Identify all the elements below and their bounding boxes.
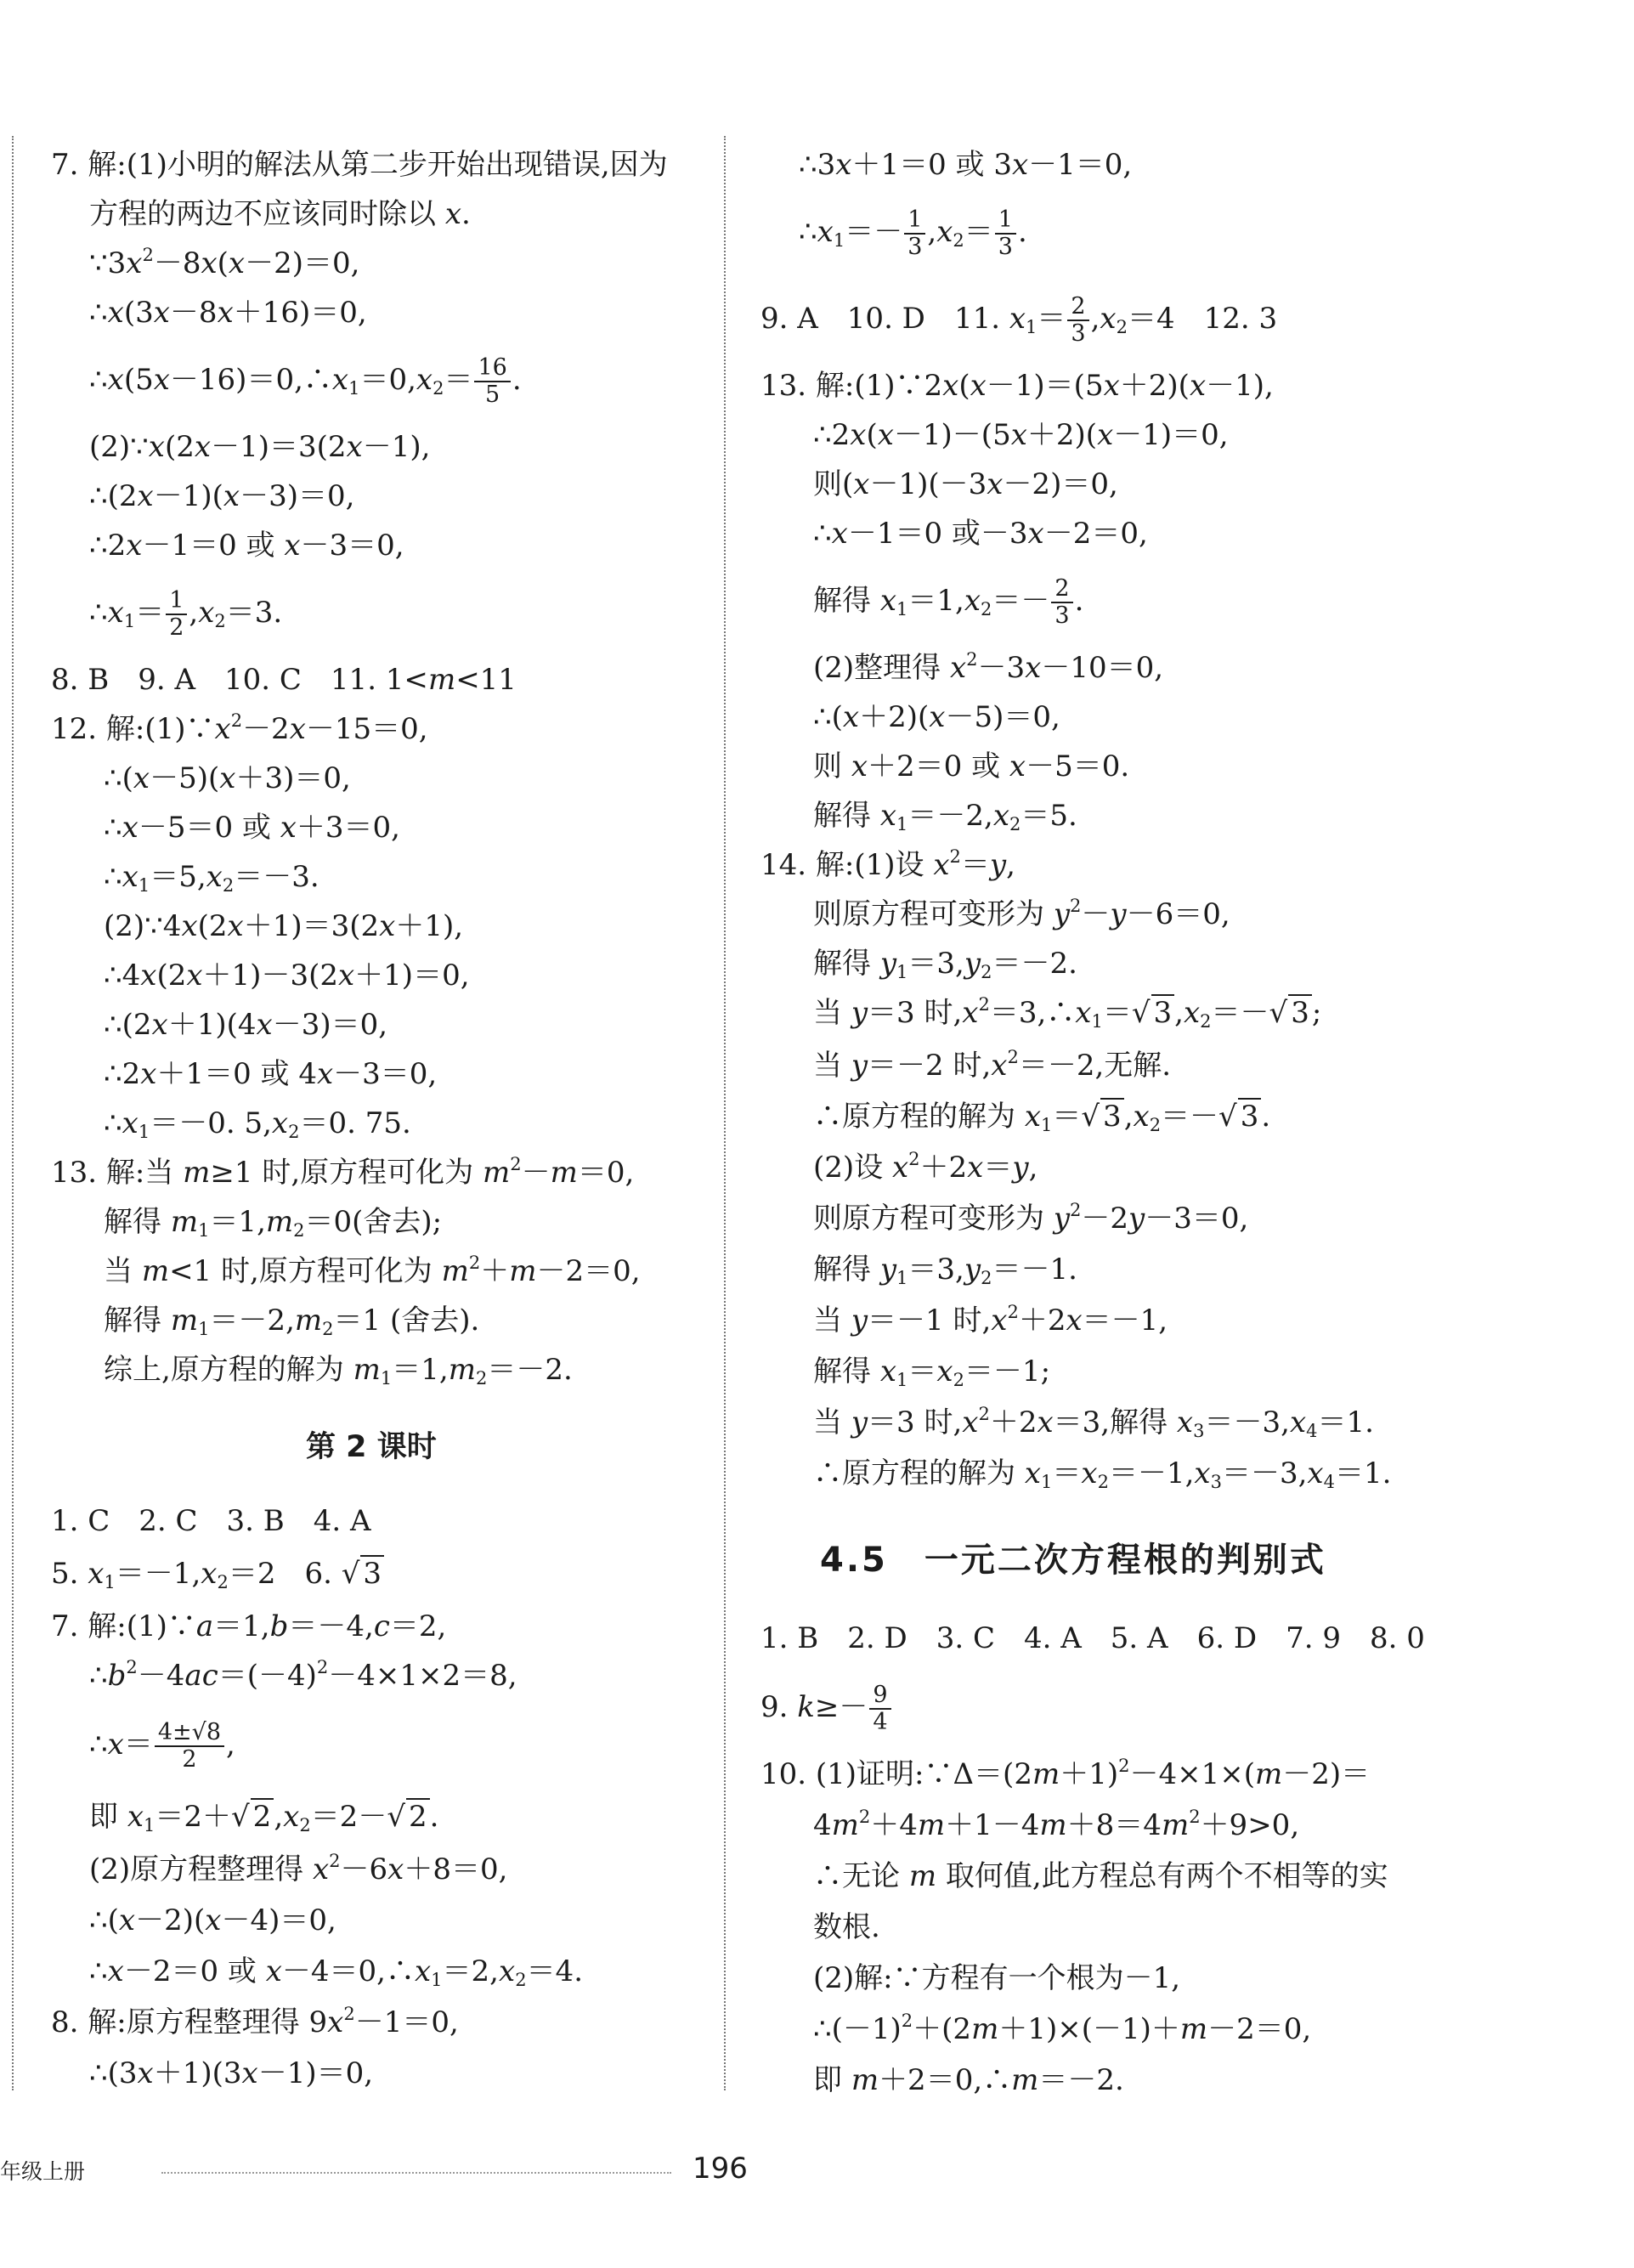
answer-line: ∴原方程的解为 $x_1=x_2=-1,x_3=-3,x_4=1$.: [813, 1456, 1392, 1492]
answer-line: ∴2x－1＝0 或 x－3＝0,: [89, 529, 404, 563]
answer-line: (2)解:∵方程有一个根为－1,: [813, 1961, 1181, 1995]
answer-line: $4m^2+4m+1-4m+8=4m^2+9>0$,: [813, 1807, 1300, 1842]
answer-line: 解得 $y_1=3,y_2=-2$.: [813, 947, 1077, 982]
answer-line: 10. (1)证明$:\because\Delta=(2m+1)^2-4\times 1\times(m-2)=$: [760, 1756, 1371, 1791]
answer-line: 解得 $x_1=1,x_2=-$ $\frac{2}{3}$ .: [813, 575, 1084, 629]
answer-line: (2)∵x(2x－1)＝3(2x－1),: [89, 430, 431, 464]
answer-line: 当 y＝－2 时$,x^2=-2$,无解.: [813, 1047, 1172, 1083]
answer-line: ∴x＝ $\frac{4\pm√8}{2}$ ,: [89, 1719, 235, 1773]
answer-line: 9. A 10. D 11. $x_1=$ $\frac{2}{3}$ $,x_2=4$ 12. 3: [760, 293, 1278, 347]
answer-line: 8. B 9. A 10. C 11. 1<m<11: [51, 663, 517, 697]
answer-line: ∴(x＋2)(x－5)＝0,: [813, 700, 1060, 734]
answer-line: 则原方程可变形为 $y^2-2y-3=0$,: [813, 1200, 1249, 1236]
answer-line: $\therefore x(5x-16)=0,\therefore x_1=0,x_2=$ $\frac{16}{5}$ .: [89, 354, 522, 408]
answer-line: 8. 解:原方程整理得 $9x^2-1=0$,: [51, 2004, 459, 2039]
answer-line: ∴(3x＋1)(3x－1)＝0,: [89, 2056, 374, 2090]
answer-line: 即 $x_1=2+√$ $2,x_2=2-√$ 2.: [89, 1800, 439, 1835]
answer-line: $\therefore x_1=-0$. $5,x_2=0$. 75.: [104, 1106, 411, 1142]
answer-line: $\therefore b^2-4ac=(-4)^2-4\times 1\times 2=8$,: [89, 1657, 517, 1693]
answer-line: $\therefore x_1=-$ $\frac{1}{3}$ $,x_2=$ $\frac{1}{3}$ .: [799, 206, 1027, 260]
answer-line: ∴2x＋1＝0 或 4x－3＝0,: [104, 1057, 438, 1091]
left-cut-line: [12, 136, 14, 2090]
answer-line: $\therefore x_1=5,x_2=-3$.: [104, 860, 319, 896]
answer-line: (2)∵4x(2x＋1)＝3(2x＋1),: [104, 909, 464, 943]
answer-line: ∴x－5＝0 或 x＋3＝0,: [104, 811, 400, 845]
section-heading: 第 2 课时: [306, 1430, 437, 1464]
answer-line: ∴(x－2)(x－4)＝0,: [89, 1903, 336, 1937]
answer-line: 当 y＝3 时$,x^2=3,\therefore x_1=√$ $3,x_2=-√$ 3;: [813, 994, 1322, 1032]
answer-line: $\therefore(-1)^2+(2m+1)\times(-1)+m-2=0$,: [813, 2011, 1312, 2046]
answer-line: 则(x－1)(－3x－2)＝0,: [813, 467, 1118, 501]
answer-line: 解得 $y_1=3,y_2=-1$.: [813, 1253, 1077, 1288]
answer-line: ∴无论 m 取何值,此方程总有两个不相等的实: [813, 1859, 1388, 1893]
answer-line: 解得 $x_1=-2,x_2=5$.: [813, 799, 1077, 834]
answer-line: ∴原方程的解为 $x_1=√$ $3,x_2=-√$ 3.: [813, 1100, 1271, 1135]
answer-line: 方程的两边不应该同时除以 x.: [89, 197, 471, 231]
answer-line: 当 m<1 时,原方程可化为 $m^2+m-2=0$,: [104, 1253, 641, 1288]
answer-line: 当 y＝－1 时$,x^2+2x=-1$,: [813, 1302, 1168, 1338]
answer-line: 解得 $m_1=-2,m_2=1$ (舍去).: [104, 1304, 480, 1339]
answer-line: 7. 解:(1)小明的解法从第二步开始出现错误,因为: [51, 148, 668, 182]
answer-line: 13. 解:当 m≥1 时,原方程可化为 $m^2-m=0$,: [51, 1154, 635, 1190]
answer-line: ∴3x＋1＝0 或 3x－1＝0,: [799, 148, 1133, 182]
answer-line: 1. B 2. D 3. C 4. A 5. A 6. D 7. 9 8. 0: [760, 1621, 1425, 1655]
footer-grade: 年级上册: [0, 2159, 86, 2184]
answer-line: 12. 解$:(1)\because x^2-2x-15=0$,: [51, 710, 428, 746]
answer-line: 1. C 2. C 3. B 4. A: [51, 1504, 371, 1538]
answer-line: ∴2x(x－1)－(5x＋2)(x－1)＝0,: [813, 418, 1229, 452]
chapter-heading: 4.5 一元二次方程根的判别式: [820, 1541, 1326, 1580]
answer-line: ∴(2x＋1)(4x－3)＝0,: [104, 1008, 388, 1042]
answer-line: ∴x(3x－8x＋16)＝0,: [89, 296, 367, 330]
answer-line: 即 m＋2＝0,∴m＝－2.: [813, 2063, 1124, 2097]
answer-line: 数根.: [813, 1910, 880, 1944]
answer-line: ∴x－2＝0 或 $x-4=0,\therefore x_1=2,x_2=4$.: [89, 1954, 584, 1990]
answer-line: (2)原方程整理得 $x^2-6x+8=0$,: [89, 1851, 508, 1886]
page-number: 196: [693, 2152, 748, 2186]
answer-line: ∴x－1＝0 或－3x－2＝0,: [813, 517, 1148, 551]
answer-line: 7. 解:(1)∵a＝1,b＝－4,c＝2,: [51, 1609, 447, 1643]
middle-cut-line: [724, 136, 726, 2090]
answer-line: ∴(2x－1)(x－3)＝0,: [89, 479, 355, 513]
answer-line: 综上,原方程的解为 $m_1=1,m_2=-2$.: [104, 1353, 573, 1389]
answer-line: 13. 解:(1)∵2x(x－1)＝(5x＋2)(x－1),: [760, 369, 1274, 403]
answer-line: (2)整理得 $x^2-3x-10=0$,: [813, 649, 1164, 685]
answer-line: ∴(x－5)(x＋3)＝0,: [104, 761, 351, 795]
answer-line: 9. k≥－ $\frac{9}{4}$: [760, 1676, 893, 1739]
answer-line: 14. 解:(1)设 $x^2=y$,: [760, 846, 1015, 882]
answer-line: ∴4x(2x＋1)－3(2x＋1)＝0,: [104, 959, 470, 993]
answer-line: 当 y＝3 时$,x^2+2x=3$,解得 $x_3=-3,x_4=1$.: [813, 1404, 1374, 1441]
answer-line: 解得 $m_1=1,m_2=0$(舍去);: [104, 1205, 443, 1241]
answer-line: 则原方程可变形为 $y^2-y-6=0$,: [813, 896, 1230, 931]
footer-dotted-rule: [161, 2172, 671, 2174]
answer-line: $\because 3x^2-8x(x-2)=0$,: [89, 245, 360, 280]
answer-line: 解得 $x_1=x_2=-1$;: [813, 1355, 1051, 1390]
answer-line: (2)设 $x^2+2x=y$,: [813, 1149, 1038, 1185]
answer-line: 则 x＋2＝0 或 x－5＝0.: [813, 749, 1130, 783]
answer-line: 5. $x_1=-1,x_2=2$ 6. √ 3: [51, 1555, 384, 1592]
answer-line: $\therefore x_1=$ $\frac{1}{2}$ $,x_2=3$.: [89, 587, 283, 641]
